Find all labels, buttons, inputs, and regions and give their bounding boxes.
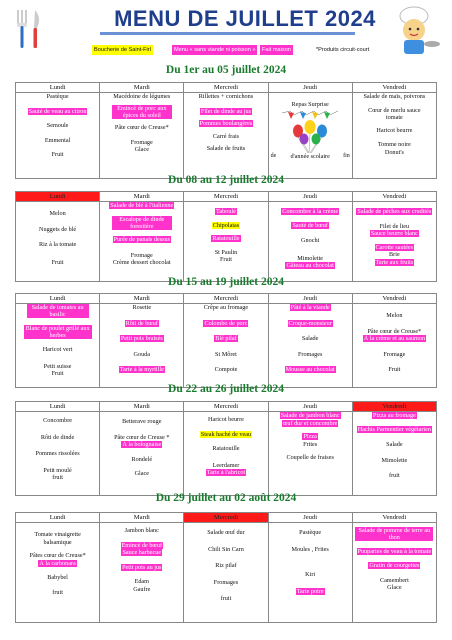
legend-butcher: Boucherie de Saint-Firl <box>94 47 151 53</box>
menu-item: Betterave rouge <box>122 418 162 425</box>
menu-item: Petit suisse <box>43 362 72 370</box>
menu-item: Melon <box>386 312 403 319</box>
day-header-thu: Jeudi <box>268 294 352 304</box>
menu-item: Repas Surprise <box>291 101 329 108</box>
menu-item: Macédoine de légumes <box>113 93 171 100</box>
menu-item: Salade de pèches aux crudités <box>357 208 432 215</box>
menu-item: Escalope de dinde forestière <box>112 216 172 230</box>
legend-short-circuit: *Produits circuit-court <box>316 47 370 53</box>
menu-cell-tue <box>100 202 184 282</box>
menu-item: Pizza <box>303 433 317 440</box>
menu-item: Croque-monsieur <box>288 319 332 327</box>
menu-cell-fri <box>352 304 436 388</box>
menu-item: Rondelé <box>131 455 153 463</box>
menu-item: Edam <box>134 578 149 585</box>
menu-item: Hachis Parmentier végétarien <box>357 425 431 433</box>
day-header-tue: Mardi <box>100 513 184 523</box>
menu-item: Sauté de bœuf <box>292 221 328 229</box>
menu-item: Fromages <box>213 578 239 586</box>
menu-item: Mimolette <box>297 254 324 262</box>
menu-item: Steak haché de veau <box>200 430 252 438</box>
menu-item: Gâteau au chocolat <box>286 262 334 269</box>
menu-item: Emmental <box>44 136 71 144</box>
fork-knife-icon <box>8 6 48 52</box>
menu-cell-tue <box>100 412 184 496</box>
menu-item: Pommes boulangères <box>199 120 253 127</box>
menu-item: Tarte poire <box>296 587 324 595</box>
menu-item: Ratatouille <box>212 445 240 452</box>
page-title: MENU DE JUILLET 2024 <box>114 6 376 31</box>
menu-item: d'année scolaire <box>290 152 330 160</box>
menu-item: fruit <box>389 472 400 479</box>
week-5-table <box>15 512 437 623</box>
menu-item: Crêpe au fromage <box>203 304 249 311</box>
menu-item: Fromage <box>383 350 406 358</box>
menu-item: Rôti de bœuf <box>125 319 158 327</box>
menu-item: Mousse au chocolat <box>285 366 335 373</box>
menu-item: Camembert <box>379 576 409 584</box>
menu-item: Blanc de poulet grillé aux herbes <box>24 325 92 339</box>
menu-item: fruit <box>52 474 63 481</box>
menu-item: Émincé de porc aux épices du soleil <box>112 105 172 119</box>
menu-item: Donut's <box>384 148 404 156</box>
menu-item: Pâte cœur de Creuse* <box>114 124 169 131</box>
menu-item: Mimolette <box>381 456 408 464</box>
menu-item: Fruit <box>219 256 232 263</box>
menu-item: Petit moulé <box>43 466 72 474</box>
menu-item: Pouparies de veau à la tomate <box>357 547 432 555</box>
menu-item: Salade de tomates au basilic <box>27 304 89 318</box>
day-header-tue: Mardi <box>100 402 184 412</box>
day-header-fri: Vendredi <box>352 192 436 202</box>
menu-item: St Paulin <box>214 248 238 256</box>
menu-item: œuf dur et concombre <box>282 419 338 427</box>
day-header-mon: Lundi <box>16 83 100 93</box>
menu-item: Colombo de porc <box>204 319 248 327</box>
week-2-title: Du 08 au 12 juillet 2024 <box>168 174 284 186</box>
menu-item: Pâté à la viande <box>290 304 330 311</box>
menu-item: Émincé de bœuf <box>121 541 163 549</box>
menu-cell-thu <box>268 412 352 496</box>
menu-item: Ratatouille <box>212 235 240 242</box>
menu-item: Glace <box>134 470 149 477</box>
menu-cell-mon <box>16 202 100 282</box>
legend <box>92 45 434 57</box>
week-1-table <box>15 82 437 179</box>
menu-item: Salade <box>301 335 319 342</box>
menu-item: Tarte à l'abricot <box>206 469 246 476</box>
menu-item: Crème dessert chocolat <box>112 259 171 266</box>
day-header-mon: Lundi <box>16 192 100 202</box>
menu-item: Tomate vinaigrette balsamique <box>34 531 81 546</box>
menu-item: À la crème et au saumon <box>363 335 426 342</box>
menu-item: Salade œuf dur <box>207 529 245 536</box>
menu-item: Salade <box>386 441 403 448</box>
menu-cell-tue <box>100 93 184 179</box>
day-header-wed: Mercredi <box>184 294 268 304</box>
menu-item: Haricot beurre <box>376 126 413 134</box>
menu-cell-tue <box>100 523 184 623</box>
menu-item: Sauté de veau au citron <box>28 107 87 115</box>
menu-item: Cœur de merlu sauce tomate <box>368 106 421 121</box>
menu-item: Carotte sautées <box>375 243 414 251</box>
menu-item: Tarte à la myrtille <box>119 366 164 373</box>
menu-item: Purée de panais dessus <box>113 236 171 243</box>
day-header-thu: Jeudi <box>268 513 352 523</box>
week-5-title: Du 29 juillet au 02 août 2024 <box>155 492 297 504</box>
menu-cell-wed <box>184 202 268 282</box>
menu-item: Petit pois braisés <box>120 335 163 342</box>
menu-item: Fruit <box>51 151 64 158</box>
menu-item: Haricot vert <box>42 346 73 353</box>
menu-item: Fromage <box>130 251 153 259</box>
legend-homemade: Fait maison <box>262 47 291 53</box>
menu-cell-wed <box>184 523 268 623</box>
menu-item: Haricot beurre <box>208 416 244 423</box>
menu-item: Rôti de dinde <box>40 433 75 441</box>
menu-item: Melon <box>49 210 66 217</box>
day-header-wed: Mercredi <box>184 513 268 523</box>
menu-item: Riz à la tomate <box>38 241 77 248</box>
menu-item: Carré frais <box>212 132 240 140</box>
menu-item: Brie <box>389 251 400 258</box>
menu-item: fin <box>343 153 350 159</box>
menu-item: Concombre à la crème <box>282 208 339 215</box>
day-header-thu: Jeudi <box>268 402 352 412</box>
menu-item: Salade de jambon blanc <box>280 412 340 419</box>
legend-meat-free: Menu « sans viande ni poisson » <box>174 47 256 53</box>
menu-cell-mon <box>16 304 100 388</box>
menu-item: fruit <box>52 588 63 596</box>
menu-item: de <box>270 153 277 159</box>
menu-item: Pastèque <box>299 529 322 536</box>
menu-item: Concombre <box>43 417 73 424</box>
menu-item: Chipolatas <box>212 221 240 229</box>
menu-cell-thu <box>268 304 352 388</box>
menu-cell-mon <box>16 93 100 179</box>
menu-cell-fri <box>352 412 436 496</box>
menu-cell-wed <box>184 412 268 496</box>
day-header-mon: Lundi <box>16 513 100 523</box>
week-4-title: Du 22 au 26 juillet 2024 <box>168 383 284 395</box>
day-header-mon: Lundi <box>16 294 100 304</box>
week-2-table <box>15 191 437 282</box>
menu-cell-fri <box>352 93 436 179</box>
header <box>0 0 452 64</box>
menu-item: Salade de blé à l'italienne <box>110 202 174 209</box>
menu-item: Salade de fruits <box>206 145 246 152</box>
menu-item: Chili Sin Carn <box>208 545 244 553</box>
day-header-fri: Vendredi <box>352 513 436 523</box>
menu-item: Gratin de courgettes <box>369 562 420 569</box>
menu-cell-mon <box>16 523 100 623</box>
menu-item: Fruit <box>388 366 401 373</box>
day-header-tue: Mardi <box>100 192 184 202</box>
menu-item: Sauce beurre blanc <box>370 230 418 237</box>
day-header-thu: Jeudi <box>268 192 352 202</box>
day-header-fri: Vendredi <box>352 294 436 304</box>
menu-item: Jambon blanc <box>124 527 159 534</box>
day-header-tue: Mardi <box>100 83 184 93</box>
week-4-table <box>15 401 437 496</box>
menu-item: Pâte cœur de Creuse* <box>367 327 422 335</box>
menu-item: Rillettes + cornichons <box>198 93 254 100</box>
menu-item: Pizza au fromage <box>372 412 416 419</box>
title-underline <box>100 32 355 35</box>
menu-item: Filet de dinde au jus <box>200 107 252 115</box>
menu-item: Salade de pomme de terre au thon <box>355 527 433 541</box>
day-header-fri: Vendredi <box>352 402 436 412</box>
menu-item: Salade de maïs, poivrons <box>363 93 426 100</box>
menu-cell-wed <box>184 93 268 179</box>
menu-item: Fruit <box>51 370 64 377</box>
menu-cell-wed <box>184 304 268 388</box>
week-1-title: Du 1er au 05 juillet 2024 <box>165 64 287 76</box>
menu-item: Pâte cœur de Creuse * <box>114 433 170 441</box>
menu-item: Fromages <box>297 350 323 358</box>
menu-item: Nuggets de blé <box>39 225 77 233</box>
menu-item: Frites <box>303 440 318 448</box>
menu-cell-thu <box>268 202 352 282</box>
menu-cell-tue <box>100 304 184 388</box>
day-header-wed: Mercredi <box>184 402 268 412</box>
menu-item: Gaufre <box>133 585 151 593</box>
menu-item: Petit pois au jus <box>122 563 162 571</box>
menu-item: Taboulé <box>216 208 236 215</box>
day-header-wed: Mercredi <box>184 192 268 202</box>
menu-item: Babybel <box>47 574 68 581</box>
day-header-tue: Mardi <box>100 294 184 304</box>
menu-item: Fruit <box>51 258 64 266</box>
menu-item: Fromage <box>130 138 153 146</box>
menu-item: fruit <box>220 595 232 602</box>
week-3-title: Du 15 au 19 juillet 2024 <box>168 276 284 288</box>
menu-item: Pastèque <box>46 93 69 100</box>
menu-item: Moules , Frites <box>291 545 329 553</box>
menu-cell-fri <box>352 523 436 623</box>
menu-item: Rosette <box>132 304 152 311</box>
day-header-fri: Vendredi <box>352 83 436 93</box>
day-header-mon: Lundi <box>16 402 100 412</box>
menu-item: Compote <box>214 366 238 373</box>
menu-item: À la carbonara <box>39 559 76 567</box>
menu-item: Tomme noire <box>377 141 411 148</box>
menu-item: Sauce barbecue <box>122 549 162 556</box>
menu-item: St Môret <box>215 350 237 358</box>
menu-item: Riz pilaf <box>215 562 237 569</box>
menu-item: Blé pilaf <box>215 335 237 342</box>
menu-item: Semoule <box>46 122 69 129</box>
menu-item: Coupelle de fraises <box>286 454 334 461</box>
menu-item: Pâtes cœur de Creuse* <box>29 552 86 559</box>
party-balloons-icon <box>280 109 340 153</box>
menu-cell-thu <box>268 523 352 623</box>
menu-item: Filet de lieu <box>379 222 410 230</box>
menu-cell-mon <box>16 412 100 496</box>
menu-cell-thu <box>268 93 352 179</box>
day-header-thu: Jeudi <box>268 83 352 93</box>
menu-cell-fri <box>352 202 436 282</box>
menu-item: Gnochi <box>301 237 320 244</box>
menu-item: Glace <box>134 146 149 153</box>
menu-item: À la bolognaise <box>122 441 162 448</box>
week-3-table <box>15 293 437 388</box>
day-header-wed: Mercredi <box>184 83 268 93</box>
menu-item: Pommes rissolées <box>35 450 80 457</box>
menu-item: Tarte aux fruits <box>375 258 414 266</box>
menu-item: Leerdamer <box>212 461 240 469</box>
menu-item: Kiri <box>305 571 316 578</box>
menu-item: Glace <box>387 584 402 591</box>
menu-item: Gouda <box>133 350 151 358</box>
